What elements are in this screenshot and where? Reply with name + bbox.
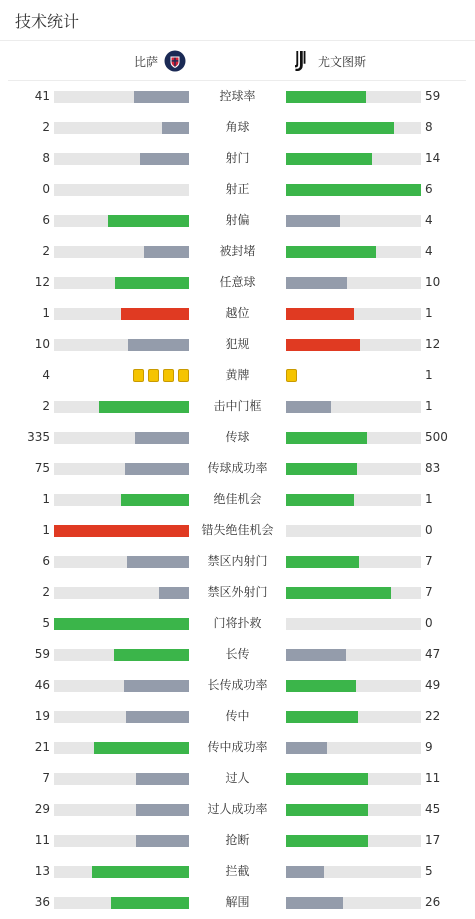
home-value: 2 <box>42 120 50 134</box>
stat-row <box>0 453 475 484</box>
away-bar-fill <box>286 711 358 723</box>
away-bar-track <box>286 463 421 475</box>
stat-label: 长传 <box>225 647 250 661</box>
stat-label: 禁区内射门 <box>207 554 268 568</box>
away-bar-track <box>286 494 421 506</box>
away-value: 1 <box>425 492 433 506</box>
away-bar-track <box>286 742 421 754</box>
home-value: 6 <box>42 554 50 568</box>
away-bar-fill <box>286 649 346 661</box>
away-bar-fill <box>286 804 368 816</box>
away-yellow-cards <box>286 369 297 382</box>
stat-label: 长传成功率 <box>207 678 268 692</box>
away-bar-track <box>286 618 421 630</box>
home-value: 29 <box>34 802 50 816</box>
home-bar-track <box>54 308 189 320</box>
home-value: 2 <box>42 244 50 258</box>
away-value: 26 <box>425 895 441 909</box>
away-value: 10 <box>425 275 441 289</box>
away-bar-track <box>286 401 421 413</box>
home-bar-fill <box>121 494 189 506</box>
home-bar-track <box>54 277 189 289</box>
yellow-card-icon <box>133 369 144 382</box>
stat-row <box>0 298 475 329</box>
away-value: 83 <box>425 461 441 475</box>
home-bar-track <box>54 773 189 785</box>
away-bar-fill <box>286 897 343 909</box>
home-bar-fill <box>128 339 189 351</box>
away-value: 47 <box>425 647 441 661</box>
away-bar-fill <box>286 432 367 444</box>
away-bar-track <box>286 308 421 320</box>
away-bar-fill <box>286 866 324 878</box>
home-bar-fill <box>125 463 189 475</box>
home-bar-track <box>54 432 189 444</box>
stat-row <box>0 577 475 608</box>
home-value: 8 <box>42 151 50 165</box>
stat-label: 犯规 <box>225 337 250 351</box>
stat-row <box>0 329 475 360</box>
stat-row <box>0 825 475 856</box>
stat-row <box>0 174 475 205</box>
home-bar-fill <box>135 432 189 444</box>
home-value: 12 <box>34 275 50 289</box>
home-value: 19 <box>34 709 50 723</box>
stat-label: 传中成功率 <box>207 740 268 754</box>
stat-label: 越位 <box>225 306 250 320</box>
away-bar-fill <box>286 494 354 506</box>
stat-row <box>0 546 475 577</box>
away-bar-fill <box>286 835 368 847</box>
home-value: 5 <box>42 616 50 630</box>
home-value: 1 <box>42 523 50 537</box>
home-bar-track <box>54 587 189 599</box>
stat-label: 角球 <box>225 120 250 134</box>
home-value: 1 <box>42 306 50 320</box>
stat-row <box>0 515 475 546</box>
home-value: 21 <box>34 740 50 754</box>
away-value: 12 <box>425 337 441 351</box>
away-bar-fill <box>286 339 360 351</box>
stat-label: 错失绝佳机会 <box>201 523 274 537</box>
stat-row <box>0 112 475 143</box>
away-bar-track <box>286 432 421 444</box>
stat-label: 射门 <box>225 151 250 165</box>
stat-label: 解围 <box>225 895 250 909</box>
home-value: 75 <box>34 461 50 475</box>
away-bar-fill <box>286 463 357 475</box>
away-bar-fill <box>286 742 327 754</box>
away-bar-track <box>286 277 421 289</box>
away-value: 9 <box>425 740 433 754</box>
away-bar-fill <box>286 215 340 227</box>
stat-row <box>0 205 475 236</box>
juventus-j-icon <box>290 49 310 73</box>
stat-label: 任意球 <box>219 275 256 289</box>
away-value: 1 <box>425 368 433 382</box>
stat-row <box>0 391 475 422</box>
home-bar-track <box>54 618 189 630</box>
pisa-crest-icon <box>164 50 186 72</box>
home-bar-fill <box>99 401 189 413</box>
home-value: 36 <box>34 895 50 909</box>
stat-row <box>0 143 475 174</box>
stat-row <box>0 236 475 267</box>
away-bar-track <box>286 339 421 351</box>
home-bar-track <box>54 711 189 723</box>
home-value: 335 <box>27 430 50 444</box>
away-bar-track <box>286 587 421 599</box>
home-value: 41 <box>34 89 50 103</box>
away-bar-track <box>286 835 421 847</box>
home-bar-fill <box>162 122 189 134</box>
away-team[interactable] <box>290 49 366 73</box>
stat-row <box>0 360 475 391</box>
away-value: 1 <box>425 399 433 413</box>
away-bar-fill <box>286 556 359 568</box>
away-bar-fill <box>286 153 372 165</box>
stat-row <box>0 639 475 670</box>
home-bar-fill <box>94 742 189 754</box>
stat-row <box>0 81 475 112</box>
stat-label: 击中门框 <box>213 399 262 413</box>
away-bar-track <box>286 556 421 568</box>
stat-label: 传中 <box>225 709 250 723</box>
home-bar-track <box>54 525 189 537</box>
away-bar-fill <box>286 91 366 103</box>
stat-label: 射正 <box>225 182 250 196</box>
home-bar-track <box>54 866 189 878</box>
stat-label: 禁区外射门 <box>207 585 268 599</box>
stat-row <box>0 701 475 732</box>
stat-row <box>0 608 475 639</box>
away-bar-track <box>286 184 421 196</box>
stat-row <box>0 794 475 825</box>
home-bar-track <box>54 835 189 847</box>
away-value: 5 <box>425 864 433 878</box>
away-value: 8 <box>425 120 433 134</box>
away-bar-track <box>286 649 421 661</box>
yellow-card-icon <box>148 369 159 382</box>
yellow-card-icon <box>286 369 297 382</box>
home-bar-fill <box>136 804 189 816</box>
stat-row <box>0 763 475 794</box>
home-bar-fill <box>124 680 189 692</box>
stat-label: 射偏 <box>225 213 250 227</box>
home-bar-fill <box>136 773 189 785</box>
home-value: 46 <box>34 678 50 692</box>
home-bar-fill <box>140 153 189 165</box>
home-bar-track <box>54 153 189 165</box>
away-bar-track <box>286 153 421 165</box>
away-bar-track <box>286 246 421 258</box>
away-bar-fill <box>286 308 354 320</box>
away-value: 7 <box>425 585 433 599</box>
stat-label: 拦截 <box>225 864 250 878</box>
away-bar-fill <box>286 122 394 134</box>
home-bar-fill <box>127 556 189 568</box>
home-bar-track <box>54 184 189 196</box>
stats-header <box>0 0 475 41</box>
home-value: 13 <box>34 864 50 878</box>
home-bar-track <box>54 215 189 227</box>
home-value: 4 <box>42 368 50 382</box>
away-bar-track <box>286 804 421 816</box>
stat-label: 黄牌 <box>225 368 250 382</box>
away-value: 59 <box>425 89 441 103</box>
home-value: 10 <box>34 337 50 351</box>
home-bar-fill <box>134 91 189 103</box>
teams-bar <box>8 41 466 81</box>
home-bar-fill <box>136 835 189 847</box>
away-bar-fill <box>286 277 347 289</box>
away-value: 1 <box>425 306 433 320</box>
home-bar-fill <box>108 215 189 227</box>
stat-label: 控球率 <box>219 89 256 103</box>
away-value: 17 <box>425 833 441 847</box>
stat-label: 传球 <box>225 430 250 444</box>
home-bar-fill <box>144 246 189 258</box>
away-value: 49 <box>425 678 441 692</box>
stat-label: 门将扑救 <box>213 616 262 630</box>
stat-row <box>0 484 475 515</box>
stat-label: 绝佳机会 <box>213 492 262 506</box>
home-value: 11 <box>34 833 50 847</box>
home-team-name: 比萨 <box>133 54 158 69</box>
away-bar-track <box>286 773 421 785</box>
away-bar-track <box>286 680 421 692</box>
away-value: 45 <box>425 802 441 816</box>
home-value: 59 <box>34 647 50 661</box>
home-bar-track <box>54 122 189 134</box>
yellow-card-icon <box>163 369 174 382</box>
home-bar-track <box>54 339 189 351</box>
stat-row <box>0 422 475 453</box>
stat-label: 抢断 <box>225 833 250 847</box>
home-bar-track <box>54 742 189 754</box>
stat-label: 传球成功率 <box>207 461 268 475</box>
away-value: 4 <box>425 244 433 258</box>
home-bar-track <box>54 897 189 909</box>
page-title: 技术统计 <box>15 12 80 31</box>
home-bar-track <box>54 556 189 568</box>
away-bar-fill <box>286 587 391 599</box>
home-bar-track <box>54 401 189 413</box>
stat-row <box>0 887 475 918</box>
home-bar-track <box>54 680 189 692</box>
home-bar-track <box>54 494 189 506</box>
away-value: 7 <box>425 554 433 568</box>
stat-label: 被封堵 <box>219 244 256 258</box>
home-bar-track <box>54 463 189 475</box>
home-value: 1 <box>42 492 50 506</box>
home-bar-fill <box>54 618 189 630</box>
home-bar-fill <box>111 897 189 909</box>
away-bar-track <box>286 91 421 103</box>
away-bar-track <box>286 525 421 537</box>
home-value: 0 <box>42 182 50 196</box>
home-bar-track <box>54 91 189 103</box>
stat-label: 过人成功率 <box>207 802 268 816</box>
stat-row <box>0 267 475 298</box>
home-value: 2 <box>42 585 50 599</box>
home-team[interactable] <box>134 50 186 72</box>
away-value: 0 <box>425 523 433 537</box>
away-value: 22 <box>425 709 441 723</box>
home-bar-track <box>54 246 189 258</box>
yellow-card-icon <box>178 369 189 382</box>
away-value: 500 <box>425 430 448 444</box>
away-bar-track <box>286 866 421 878</box>
stat-row <box>0 856 475 887</box>
home-bar-fill <box>54 525 189 537</box>
home-bar-fill <box>92 866 189 878</box>
home-value: 6 <box>42 213 50 227</box>
home-bar-fill <box>114 649 189 661</box>
away-bar-fill <box>286 401 331 413</box>
away-value: 0 <box>425 616 433 630</box>
home-value: 7 <box>42 771 50 785</box>
home-bar-fill <box>121 308 189 320</box>
home-bar-fill <box>159 587 189 599</box>
home-bar-fill <box>115 277 189 289</box>
away-bar-track <box>286 122 421 134</box>
home-bar-fill <box>126 711 189 723</box>
away-value: 6 <box>425 182 433 196</box>
away-bar-fill <box>286 246 376 258</box>
home-yellow-cards <box>133 369 189 382</box>
stat-row <box>0 670 475 701</box>
home-value: 2 <box>42 399 50 413</box>
away-team-name: 尤文图斯 <box>318 54 367 69</box>
away-value: 14 <box>425 151 441 165</box>
away-bar-fill <box>286 184 421 196</box>
away-bar-track <box>286 215 421 227</box>
stat-row <box>0 732 475 763</box>
home-bar-track <box>54 804 189 816</box>
away-bar-fill <box>286 680 356 692</box>
away-bar-track <box>286 897 421 909</box>
away-value: 4 <box>425 213 433 227</box>
home-bar-track <box>54 649 189 661</box>
stats-list <box>0 81 475 918</box>
away-value: 11 <box>425 771 441 785</box>
away-bar-fill <box>286 773 368 785</box>
stat-label: 过人 <box>225 771 250 785</box>
away-bar-track <box>286 711 421 723</box>
